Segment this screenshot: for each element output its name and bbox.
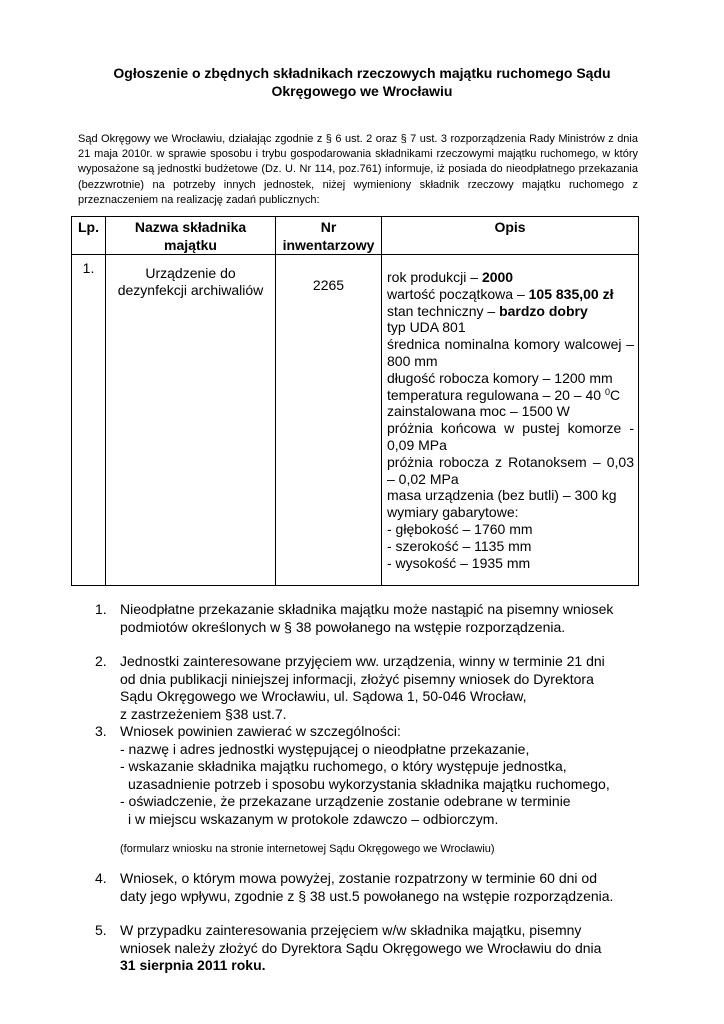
desc-length: długość robocza komory – 1200 mm [387, 369, 613, 386]
desc-width: - szerokość – 1135 mm [387, 537, 532, 554]
cell-inventory-number: 2265 [276, 255, 382, 586]
desc-state: stan techniczny – bardzo dobry [387, 302, 588, 319]
list-item: 1. Nieodpłatne przekazanie składnika majątku może nastąpić na pisemny wniosek podmiotów określonych w § 38 powołanego na wstępie rozporządzenia. [95, 601, 614, 635]
desc-year: rok produkcji – 2000 [387, 269, 514, 285]
header-inventory-number: Nr inwentarzowy [276, 217, 382, 255]
list-item: 5. W przypadku zainteresowania przejęciem w/w składnika majątku, pisemny wniosek należy złożyć do Dyrektora Sądu Okręgowego we Wrocławiu do dnia 31 sierpnia 2011 roku. [95, 922, 655, 975]
cell-description [382, 255, 639, 586]
desc-height: - wysokość – 1935 mm [387, 554, 531, 571]
desc-type: typ UDA 801 [387, 319, 466, 336]
title-line-2: Okręgowego we Wrocławiu [271, 83, 453, 99]
header-description: Opis [382, 217, 639, 255]
cell-name: Urządzenie do dezynfekcji archiwaliów [106, 255, 276, 586]
items-table [71, 216, 639, 586]
desc-dimensions-label: wymiary gabarytowe: [387, 504, 519, 521]
table-header-row [72, 217, 639, 255]
header-name: Nazwa składnika majątku [106, 217, 276, 255]
numbered-list [95, 601, 655, 975]
table-row [72, 255, 639, 586]
list-item: 3. Wniosek powinien zawierać w szczególności: - nazwę i adres jednostki występującej o nieodpłatne przekazanie, - wskazanie składnika majątku ruchomego, o który występuje jednostka, uzasadnienie potrzeb i sposobu wykorzystania składnika majątku ruchomego, - oświadczenie, że przekazane urządzenie zostanie odebrane w terminie i w miejscu wskazanym w protokole zdawczo – odbiorczym. [95, 723, 610, 827]
document-title [70, 64, 654, 100]
desc-value: wartość początkowa – 105 835,00 zł [387, 285, 614, 302]
list-item: 2. Jednostki zainteresowane przyjęciem ww. urządzenia, winny w terminie 21 dni od dnia publikacji niniejszej informacji, złożyć pisemny wniosek do Dyrektora Sądu Okręgowego we Wrocławiu, ul. Sądowa 1, 50-046 Wrocław, z zastrzeżeniem §38 ust.7. [95, 653, 605, 722]
list-item: 4. Wniosek, o którym mowa powyżej, zostanie rozpatrzony w terminie 60 dni od daty jego wpływu, zgodnie z § 38 ust.5 powołanego na wstępie rozporządzenia. [95, 870, 614, 904]
desc-power: zainstalowana moc – 1500 W [387, 403, 570, 420]
desc-temperature: temperatura regulowana – 20 – 40 $^0$C [387, 386, 621, 403]
desc-mass: masa urządzenia (bez butli) – 300 kg [387, 487, 617, 504]
header-lp: Lp. [72, 217, 106, 255]
desc-vacuum-end: próżnia końcowa w pustej komorze - 0,09 MPa [387, 420, 634, 453]
deadline-date: 31 sierpnia 2011 roku. [120, 957, 266, 973]
desc-diameter: średnica nominalna komory walcowej – 800 mm [387, 336, 634, 369]
intro-paragraph: Sąd Okręgowy we Wrocławiu, działając zgodnie z § 6 ust. 2 oraz § 7 ust. 3 rozporządzenia Rady Ministrów z dnia 21 maja 2010r. w sprawie sposobu i trybu gospodarowania składnikami rzeczowymi majątku ruchomego, w który wyposażone są jednostki budżetowe (Dz. U. Nr 114, poz.761) informuje, iż posiada do nieodpłatnego przekazania (bezzwrotnie) na potrzeby innych jednostek, niżej wymieniony składnik rzeczowy majątku ruchomego z przeznaczeniem na realizację zadań publicznych: [78, 133, 638, 206]
desc-vacuum-work: próżnia robocza z Rotanoksem – 0,03 – 0,02 MPa [387, 453, 634, 487]
desc-depth: - głębokość – 1760 mm [387, 520, 533, 537]
form-note: (formularz wniosku na stronie internetowej Sądu Okręgowego we Wrocławiu) [120, 843, 495, 855]
title-line-1: Ogłoszenie o zbędnych składnikach rzeczowych majątku ruchomego Sądu [113, 65, 611, 81]
cell-lp: 1. [72, 255, 106, 586]
